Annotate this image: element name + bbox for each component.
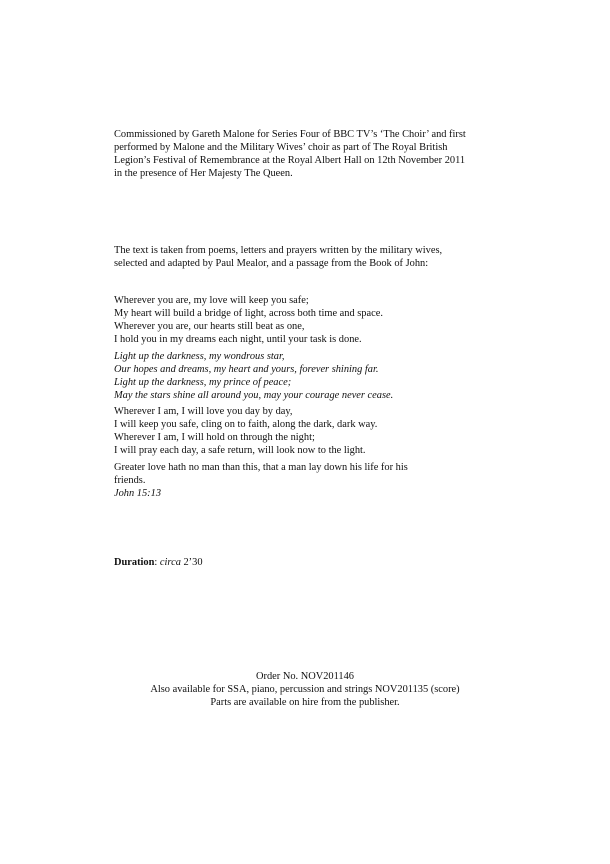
lyric-line: My heart will build a bridge of light, across both time and space. [114,308,383,319]
duration-separator: : [154,557,160,568]
lyric-line: Light up the darkness, my wondrous star, [114,351,285,362]
scripture-line: friends. [114,475,146,486]
verse-two [114,405,534,457]
lyric-line: Wherever I am, I will hold on through the night; [114,432,315,443]
scripture-line: Greater love hath no man than this, that a man lay down his life for his [114,462,408,473]
chorus [114,350,534,402]
lyric-line: Our hopes and dreams, my heart and yours, forever shining far. [114,364,379,375]
commission-line: Legion’s Festival of Remembrance at the Royal Albert Hall on 12th November 2011 [114,155,466,166]
order-info [0,670,610,709]
order-parts-note: Parts are available on hire from the publisher. [210,697,400,708]
lyric-line: Wherever you are, my love will keep you safe; [114,295,309,306]
text-source-note [114,244,534,270]
lyric-line: May the stars shine all around you, may your courage never cease. [114,390,394,401]
lyric-line: I will pray each day, a safe return, will look now to the light. [114,445,366,456]
intro-line: The text is taken from poems, letters and prayers written by the military wives, [114,245,443,256]
order-alternate-version: Also available for SSA, piano, percussion and strings NOV201135 (score) [150,684,460,695]
lyric-line: I hold you in my dreams each night, until your task is done. [114,334,362,345]
commission-line: performed by Malone and the Military Wives’ choir as part of The Royal British [114,142,448,153]
commission-note [114,128,534,180]
duration-line [114,556,534,569]
lyric-line: Light up the darkness, my prince of peace; [114,377,292,388]
lyric-line: I will keep you safe, cling on to faith, along the dark, dark way. [114,419,378,430]
intro-line: selected and adapted by Paul Mealor, and a passage from the Book of John: [114,258,429,269]
lyric-line: Wherever I am, I will love you day by day, [114,406,293,417]
lyric-line: Wherever you are, our hearts still beat as one, [114,321,305,332]
commission-line: Commissioned by Gareth Malone for Series Four of BBC TV’s ‘The Choir’ and first [114,129,466,140]
verse-one [114,294,534,346]
duration-label: Duration [114,557,155,568]
commission-line: in the presence of Her Majesty The Queen. [114,168,293,179]
scripture-passage [114,461,534,500]
order-number: Order No. NOV201146 [255,671,355,682]
duration-value: 2’30 [180,557,203,568]
scripture-reference: John 15:13 [114,488,162,499]
duration-circa: circa [159,557,181,568]
